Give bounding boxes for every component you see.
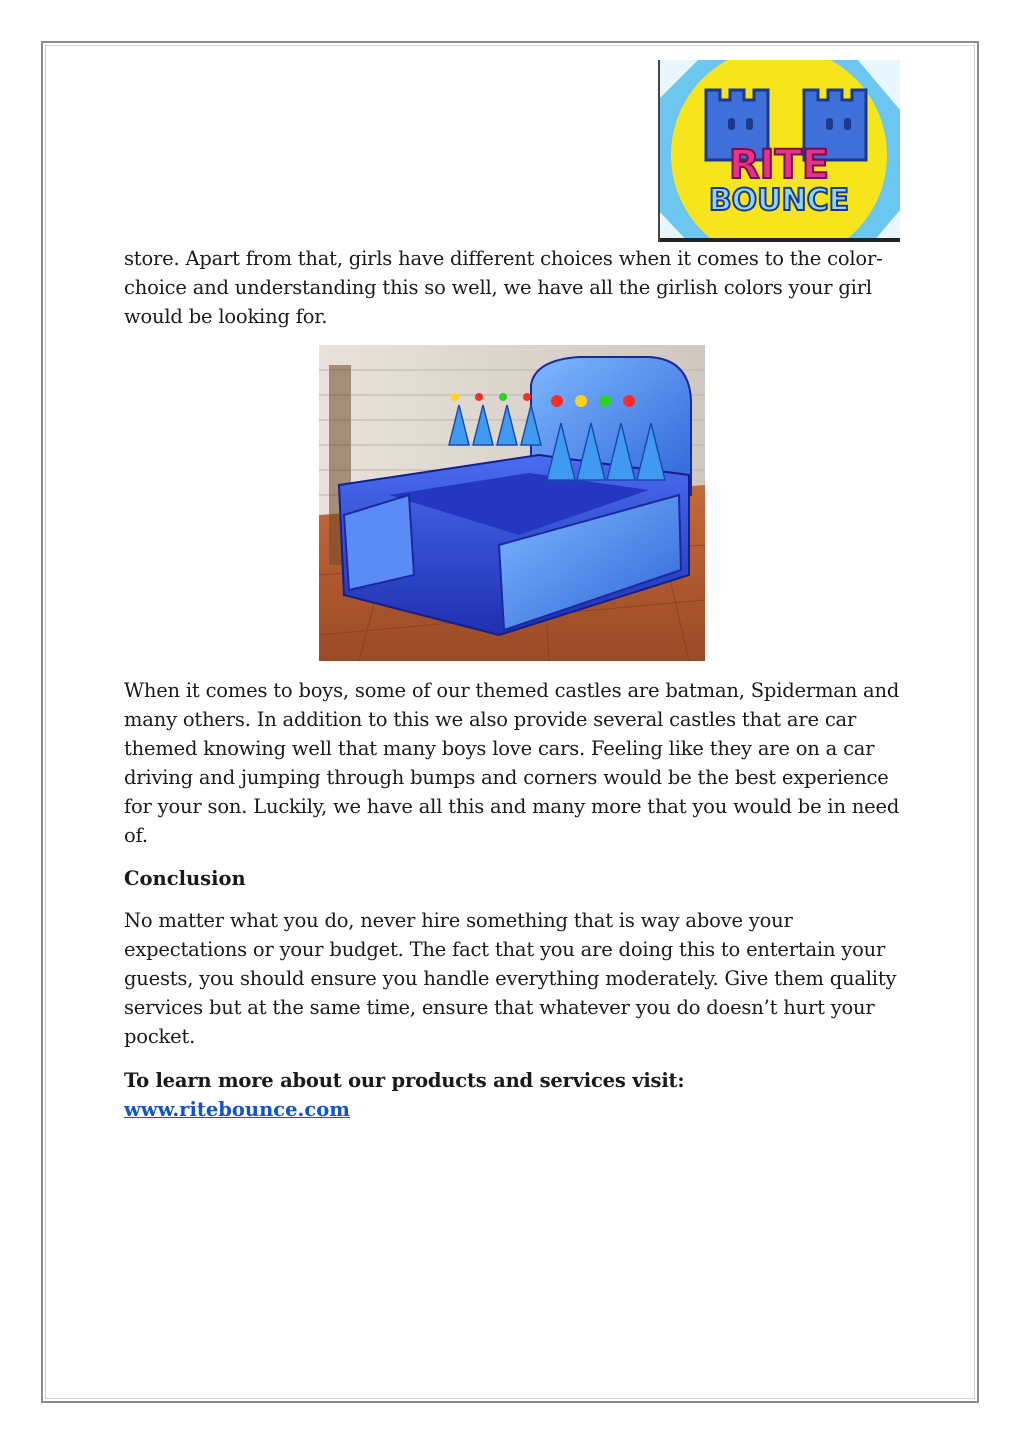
conclusion-paragraph: No matter what you do, never hire something that is way above your expectations or your budget. The fact that you are doing this to entertain your guests, you should ensure you handle everything moderately. Give them quality services but at the same time, ensure that whatever you do doesn’t hurt your pocket. (124, 909, 897, 1048)
ritebounce-logo (658, 60, 900, 242)
logo-text-rite: RITE (728, 142, 830, 188)
website-link[interactable]: www.ritebounce.com (124, 1098, 350, 1121)
logo-text-bounce: BOUNCE (708, 183, 850, 218)
intro-paragraph: store. Apart from that, girls have different choices when it comes to the color-choice and understanding this so well, we have all the girlish colors your girl would be looking for. (124, 247, 883, 328)
conclusion-heading: Conclusion (124, 867, 246, 890)
cta-text: To learn more about our products and services visit: (124, 1069, 685, 1092)
boys-paragraph: When it comes to boys, some of our themed castles are batman, Spiderman and many others. In addition to this we also provide several castles that are car themed knowing well that many boys love cars. Feeling like they are on a car driving and jumping through bumps and corners would be the best experience for your son. Luckily, we have all this and many more that you would be in need of. (124, 679, 900, 847)
inflatable-photo (319, 345, 705, 661)
